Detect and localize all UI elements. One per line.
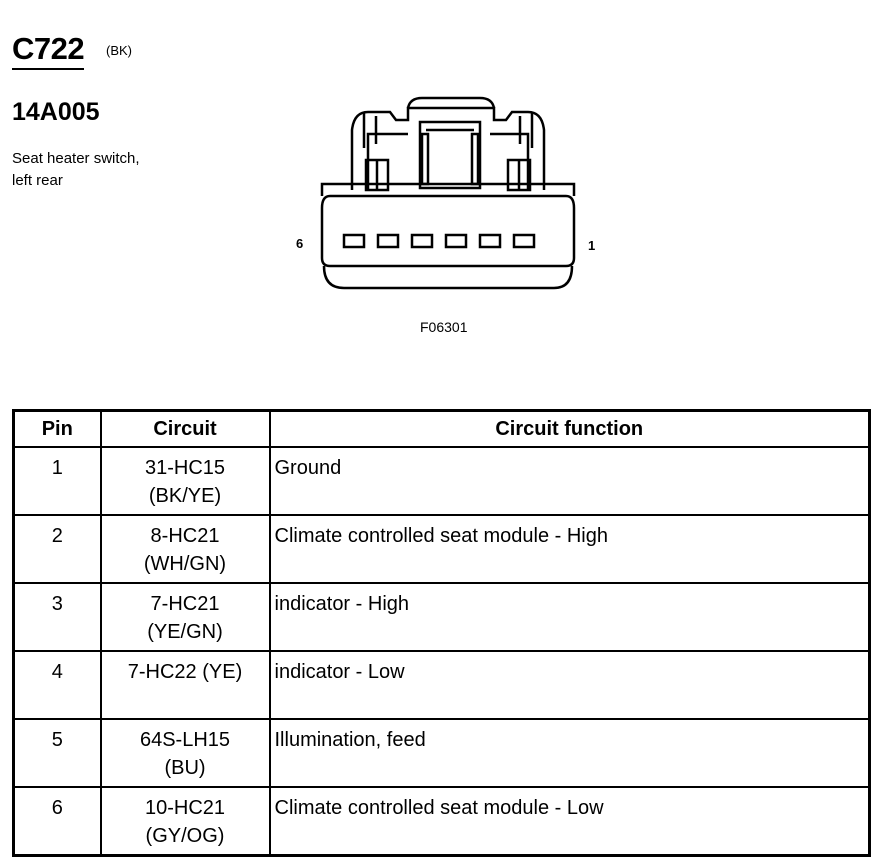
function-cell: indicator - Low (270, 651, 870, 719)
circuit-cell (101, 515, 270, 583)
cavity-5 (378, 235, 398, 247)
circuit-number: 64S-LH15 (139, 729, 231, 751)
function-cell: Illumination, feed (270, 719, 870, 787)
pin-cell: 2 (14, 515, 101, 583)
cavity-3 (446, 235, 466, 247)
pin-cell: 1 (14, 447, 101, 515)
circuit-number: 31-HC15 (144, 457, 226, 479)
pin-cell: 3 (14, 583, 101, 651)
table-row (14, 719, 870, 787)
pin-cell: 4 (14, 651, 101, 719)
pin-cell: 5 (14, 719, 101, 787)
table-row (14, 787, 870, 856)
circuit-cell (101, 583, 270, 651)
circuit-cell (101, 651, 270, 719)
latch-outline (408, 98, 494, 108)
figure-code: F06301 (420, 319, 468, 335)
circuit-color: (BK/YE) (148, 485, 222, 507)
pinout-table (12, 409, 871, 857)
connector-id: C722 (12, 30, 84, 70)
circuit-color: (WH/GN) (143, 553, 227, 575)
circuit-color: (GY/OG) (145, 825, 225, 847)
circuit-number: 7-HC21 (150, 593, 220, 615)
circuit-number: 7-HC22 (YE) (127, 661, 243, 683)
table-row (14, 447, 870, 515)
cavity-body (322, 196, 574, 266)
header-circuit-function: Circuit function (270, 411, 870, 448)
ridge-right (520, 112, 532, 148)
function-cell: indicator - High (270, 583, 870, 651)
circuit-color: (BU) (164, 757, 206, 779)
circuit-number: 8-HC21 (150, 525, 220, 547)
description-line-1: Seat heater switch, (12, 150, 140, 167)
circuit-cell (101, 719, 270, 787)
cavity-6 (344, 235, 364, 247)
description-line-2: left rear (12, 172, 63, 189)
pin-label-right: 1 (588, 238, 596, 253)
pin-cell: 6 (14, 787, 101, 856)
circuit-cell (101, 447, 270, 515)
table-row (14, 583, 870, 651)
circuit-cell (101, 787, 270, 856)
connector-face-diagram (310, 90, 590, 300)
bottom-lip (324, 266, 572, 288)
table-row (14, 515, 870, 583)
function-cell: Climate controlled seat module - Low (270, 787, 870, 856)
shoulder (322, 184, 574, 196)
table-row (14, 651, 870, 719)
cavity-4 (412, 235, 432, 247)
connector-description (12, 148, 140, 192)
cavity-1 (514, 235, 534, 247)
cavity-2 (480, 235, 500, 247)
function-cell: Ground (270, 447, 870, 515)
ridge-left (364, 112, 376, 148)
part-number: 14A005 (12, 98, 100, 126)
upper-housing (352, 108, 544, 190)
pin-label-left: 6 (296, 236, 304, 251)
connector-color-code: (BK) (106, 43, 132, 58)
header-pin: Pin (14, 411, 101, 448)
circuit-number: 10-HC21 (144, 797, 226, 819)
function-cell: Climate controlled seat module - High (270, 515, 870, 583)
header-circuit: Circuit (101, 411, 270, 448)
circuit-color: (YE/GN) (147, 621, 223, 643)
table-header-row (14, 411, 870, 448)
